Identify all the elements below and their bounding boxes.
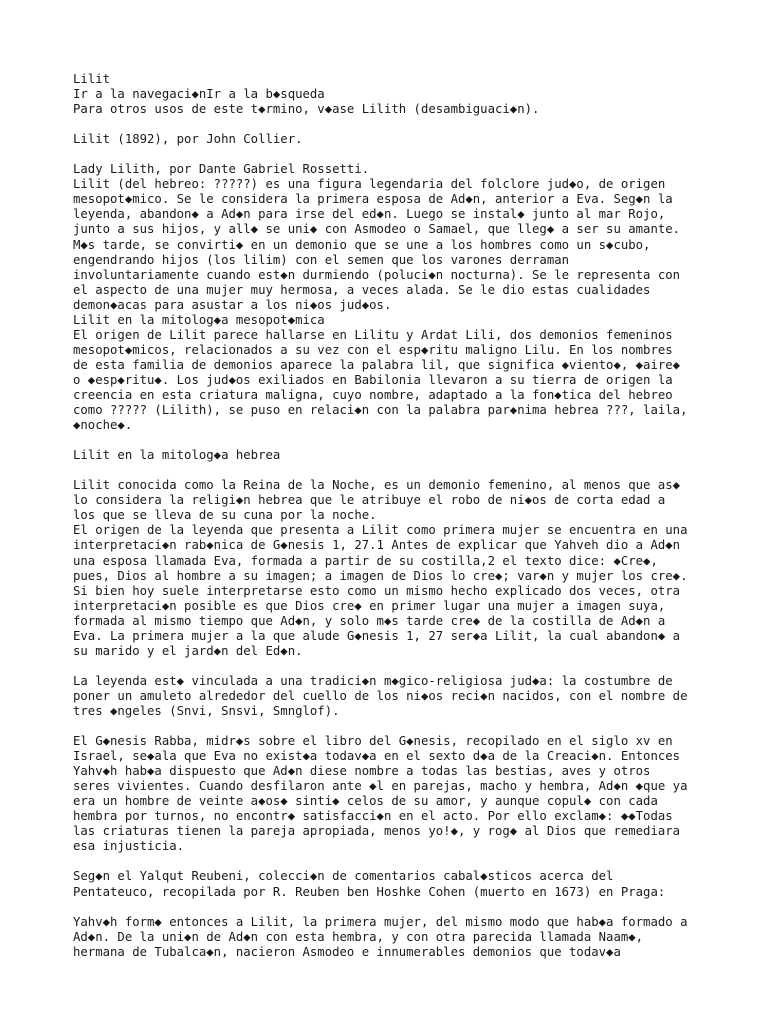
text-line: interpretaci◆n rab◆nica de G◆nesis 1, 27.1 Antes de explicar que Yahveh dio a Ad◆n	[73, 538, 681, 553]
text-line: junto a sus hijos, y all◆ se uni◆ con Asmodeo o Samael, que lleg◆ a ser su amante.	[73, 222, 681, 237]
text-line: demon◆acas para asustar a los ni◆os jud◆os.	[73, 297, 392, 312]
text-line	[73, 900, 733, 915]
text-line: esa injusticia.	[73, 839, 185, 854]
text-line: Eva. La primera mujer a la que alude G◆nesis 1, 27 ser◆a Lilit, la cual abandon◆ a	[73, 628, 681, 643]
text-line: Lilit (1892), por John Collier.	[73, 132, 303, 147]
text-line	[73, 117, 733, 132]
text-line: Yahv◆h form◆ entonces a Lilit, la primera mujer, del mismo modo que hab◆a formado a	[73, 914, 688, 929]
text-line: Lilit conocida como la Reina de la Noche, es un demonio femenino, al menos que as◆	[73, 478, 681, 493]
text-line: M◆s tarde, se convirti◆ en un demonio que se une a los hombres como un s◆cubo,	[73, 237, 651, 252]
text-line: hermana de Tubalca◆n, nacieron Asmodeo e innumerables demonios que todav◆a	[73, 944, 621, 959]
text-line: de esta familia de demonios aparece la palabra lil, que significa ◆viento◆, ◆aire◆	[73, 357, 681, 372]
text-line: creencia en esta criatura maligna, cuyo nombre, adaptado a la fon◆tica del hebreo	[73, 387, 673, 402]
text-line: Pentateuco, recopilada por R. Reuben ben Hoshke Cohen (muerto en 1673) en Praga:	[73, 884, 666, 899]
text-line: pues, Dios al hombre a su imagen; a imagen de Dios lo cre◆; var◆n y mujer los cre◆.	[73, 568, 688, 583]
text-line: El origen de Lilit parece hallarse en Lilitu y Ardat Lili, dos demonios femeninos	[73, 327, 673, 342]
text-line: leyenda, abandon◆ a Ad◆n para irse del ed◆n. Luego se instal◆ junto al mar Rojo,	[73, 207, 666, 222]
text-line	[73, 433, 733, 448]
text-line: Yahv◆h hab◆a dispuesto que Ad◆n diese nombre a todas las bestias, aves y otros	[73, 764, 651, 779]
text-line: una esposa llamada Eva, formada a partir de su costilla,2 el texto dice: ◆Cre◆,	[73, 553, 658, 568]
text-line: Lilit en la mitolog◆a mesopot◆mica	[73, 312, 325, 327]
text-line	[73, 719, 733, 734]
text-line: su marido y el jard◆n del Ed◆n.	[73, 643, 303, 658]
text-line: Israel, se◆ala que Eva no exist◆a todav◆a en el sexto d◆a de la Creaci◆n. Entonces	[73, 749, 681, 764]
text-line: hembra por turnos, no encontr◆ satisfacci◆n en el acto. Por ello exclam◆: ◆◆Todas	[73, 809, 673, 824]
text-line	[73, 463, 733, 478]
text-line: como ????? (Lilith), se puso en relaci◆n con la palabra par◆nima hebrea ???, laila,	[73, 403, 688, 418]
text-line: Lilit	[73, 72, 111, 86]
text-line: formada al mismo tiempo que Ad◆n, y solo m◆s tarde cre◆ de la costilla de Ad◆n a	[73, 613, 666, 628]
text-line: Para otros usos de este t◆rmino, v◆ase Lilith (desambiguaci◆n).	[73, 102, 540, 117]
text-line: Seg◆n el Yalqut Reubeni, colecci◆n de comentarios cabal◆sticos acerca del	[73, 869, 614, 884]
text-line: Lilit (del hebreo: ?????) es una figura legendaria del folclore jud◆o, de origen	[73, 177, 666, 192]
text-line: Lilit en la mitolog◆a hebrea	[73, 448, 281, 463]
text-line: Lady Lilith, por Dante Gabriel Rossetti.	[73, 162, 370, 177]
text-line: lo considera la religi◆n hebrea que le atribuye el robo de ni◆os de corta edad a	[73, 493, 666, 508]
text-line: mesopot◆mico. Se le considera la primera esposa de Ad◆n, anterior a Eva. Seg◆n la	[73, 192, 673, 207]
text-line	[73, 147, 733, 162]
text-line: ◆noche◆.	[73, 418, 133, 433]
text-line: El G◆nesis Rabba, midr◆s sobre el libro del G◆nesis, recopilado en el siglo xv en	[73, 734, 673, 749]
text-line: interpretaci◆n posible es que Dios cre◆ en primer lugar una mujer a imagen suya,	[73, 598, 666, 613]
text-line: involuntariamente cuando est◆n durmiendo (poluci◆n nocturna). Se le representa con	[73, 267, 681, 282]
text-line: el aspecto de una mujer muy hermosa, a veces alada. Se le dio estas cualidades	[73, 282, 651, 297]
text-line: o ◆esp◆ritu◆. Los jud◆os exiliados en Babilonia llevaron a su tierra de origen la	[73, 372, 673, 387]
text-line: los que se lleva de su cuna por la noche.	[73, 508, 377, 523]
text-line	[73, 659, 733, 674]
text-line: Ir a la navegaci◆nIr a la b◆squeda	[73, 87, 325, 102]
text-line: seres vivientes. Cuando desfilaron ante ◆l en parejas, macho y hembra, Ad◆n ◆que ya	[73, 779, 688, 794]
text-line: engendrando hijos (los lilim) con el semen que los varones derraman	[73, 252, 570, 267]
text-line: La leyenda est◆ vinculada a una tradici◆n m◆gico-religiosa jud◆a: la costumbre de	[73, 673, 673, 688]
text-line: las criaturas tienen la pareja apropiada, menos yo!◆, y rog◆ al Dios que remediara	[73, 824, 681, 839]
text-line: Si bien hoy suele interpretarse esto como un mismo hecho explicado dos veces, otra	[73, 583, 681, 598]
text-line: Ad◆n. De la uni◆n de Ad◆n con esta hembra, y con otra parecida llamada Naam◆,	[73, 929, 644, 944]
text-line: El origen de la leyenda que presenta a Lilit como primera mujer se encuentra en una	[73, 523, 688, 538]
text-line	[73, 854, 733, 869]
text-line: era un hombre de veinte a◆os◆ sinti◆ celos de su amor, y aunque copul◆ con cada	[73, 794, 658, 809]
document-body	[73, 72, 733, 960]
text-line: mesopot◆micos, relacionados a su vez con el esp◆ritu maligno Lilu. En los nombres	[73, 342, 673, 357]
text-line: poner un amuleto alrededor del cuello de los ni◆os reci◆n nacidos, con el nombre de	[73, 688, 688, 703]
text-line: tres ◆ngeles (Snvi, Snsvi, Smnglof).	[73, 703, 340, 718]
